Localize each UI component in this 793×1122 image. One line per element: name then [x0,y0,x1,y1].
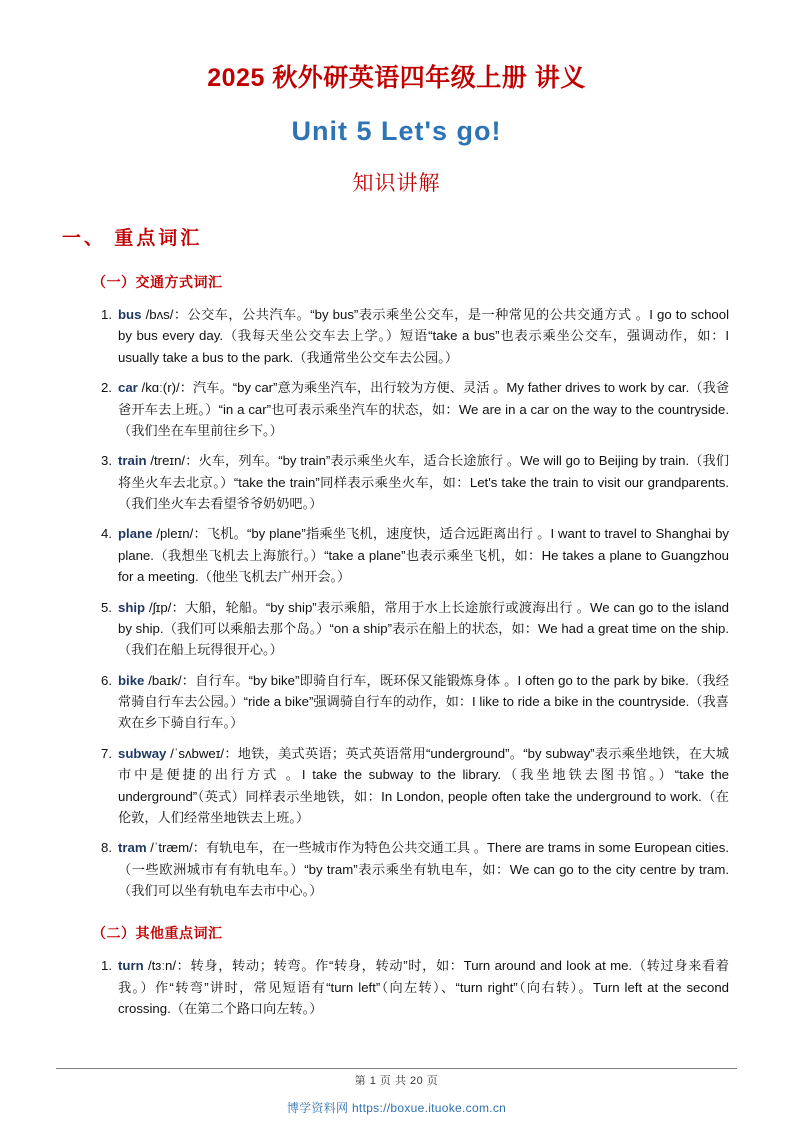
definition-text: ：地铁，美式英语；英式英语常用“underground”。“by subway”表示乘坐地铁，在大城市中是便捷的出行方式 。I take the subway to the library.（我坐地铁去图书馆。）“take the underground”（英式）同样表示坐地铁，如：In London, people often take the underground to work.（在伦敦，人们经常坐地铁去上班。） [118,745,729,825]
headword: turn [118,958,144,974]
list-item-number: 2. [101,380,112,396]
document-title: 2025 秋外研英语四年级上册 讲义 [207,64,586,92]
list-item [101,837,729,901]
definition-text: ：有轨电车，在一些城市作为特色公共交通工具 。There are trams in some European cities.（一些欧洲城市有有轨电车。）“by tram”表示乘坐有轨电车，如：We can go to the city centre by tram.（我们可以坐有轨电车去市中心。） [118,840,729,898]
headword: ship [118,599,146,615]
page-number: 第 1 页 共 20 页 [354,1075,439,1087]
definition-text: ：飞机。“by plane”指乘坐飞机，速度快，适合远距离出行 。I want to travel to Shanghai by plane.（我想坐飞机去上海旅行。）“take a plane”也表示乘坐飞机，如：He takes a plane to Guangzhou for a meeting.（他坐飞机去广州开会。） [118,526,729,585]
phonetic: /ʃɪp/ [149,599,172,615]
list-item-number: 7. [101,745,112,761]
headword: tram [118,840,147,856]
headword: subway [118,745,167,761]
list-item-number: 8. [101,840,112,856]
subheading-other-words: （二）其他重点词汇 [92,925,223,942]
list-item [101,450,729,514]
headword: train [118,453,147,469]
list-item-number: 4. [101,526,112,542]
headword: bus [118,307,142,322]
list-item [101,670,729,734]
list-item [101,743,729,829]
transport-word-list [56,304,737,901]
definition-text: ：汽车。“by car”意为乘坐汽车，出行较为方便、灵活 。My father drives to work by car.（我爸爸开车去上班。）“in a car”也可表示乘坐汽车的状态，如：We are in a car on the way to the countryside.（我们坐在车里前往乡下。） [118,380,730,438]
section-title: 知识讲解 [352,172,441,195]
list-item-number: 5. [101,599,112,615]
definition-text: ：转身，转动；转弯。作“转身，转动”时，如：Turn around and look at me.（转过身来看着我。）作“转弯”讲时，常见短语有“turn left”（向左转）、“turn right”（向右转）。Turn left at the second crossing.（在第二个路口向左转。） [118,958,729,1017]
phonetic: /tɜːn/ [147,958,177,974]
headword: plane [118,526,153,542]
phonetic: /bʌs/ [145,307,174,322]
watermark: 博学资料网 https://boxue.ituoke.com.cn [286,1101,507,1115]
list-item-number: 3. [101,453,112,469]
phonetic: /baɪk/ [148,672,182,688]
phonetic: /kɑː(r)/ [141,380,180,396]
list-item [101,523,729,587]
page-footer [0,1068,793,1088]
phonetic: /ˈtræm/ [150,840,193,856]
footer-divider [56,1068,737,1069]
list-item [101,377,730,441]
phonetic: /treɪn/ [150,453,186,469]
headword: car [118,380,138,396]
phonetic: /pleɪn/ [156,526,194,542]
definition-text: ：火车，列车。“by train”表示乘坐火车，适合长途旅行 。We will go to Beijing by train.（我们将坐火车去北京。）“take the train”同样表示乘坐火车，如：Let's take the train to visit our grandparents.（我们坐火车去看望爷爷奶奶吧。） [118,453,729,511]
definition-text: ：大船，轮船。“by ship”表示乘船，常用于水上长途旅行或渡海出行 。We can go to the island by ship.（我们可以乘船去那个岛。）“on a ship”表示在船上的状态，如：We had a great time on the ship.（我们在船上玩得很开心。） [118,599,729,658]
list-item [101,304,729,368]
list-item-number: 1. [101,958,112,974]
list-item-number: 6. [101,672,112,688]
list-item [101,597,729,661]
subheading-transport-words: （一）交通方式词汇 [92,274,223,290]
list-item-number: 1. [101,307,112,322]
headword: bike [118,672,145,688]
heading-vocabulary: 一、 重点词汇 [62,228,203,249]
unit-title: Unit 5 Let's go! [291,116,502,146]
other-word-list [56,955,737,1019]
definition-text: ：公交车，公共汽车。“by bus”表示乘坐公交车，是一种常见的公共交通方式 。I go to school by bus every day.（我每天坐公交车去上学。）短语“take a bus”也表示乘坐公交车，强调动作，如：I usually take a bus to the park.（我通常坐公交车去公园。） [118,307,729,365]
list-item [101,955,729,1019]
definition-text: ：自行车。“by bike”即骑自行车，既环保又能锻炼身体 。I often go to the park by bike.（我经常骑自行车去公园。）“ride a bike”强调骑自行车的动作，如：I like to ride a bike in the countryside.（我喜欢在乡下骑自行车。） [118,672,729,731]
phonetic: /ˈsʌbweɪ/ [170,745,225,761]
